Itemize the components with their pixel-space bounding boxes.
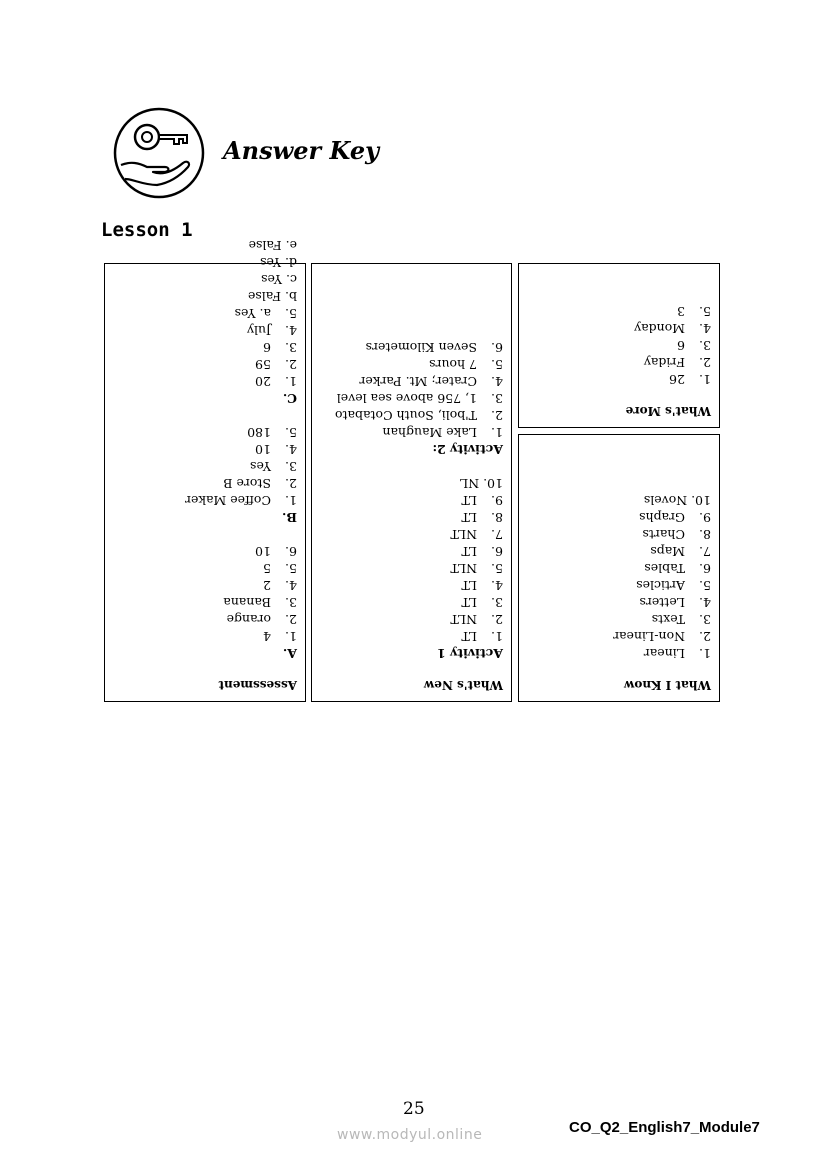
answer-list xyxy=(527,492,711,662)
answer-text: 5 xyxy=(263,561,271,576)
whats-new-box xyxy=(311,263,512,702)
answer-number: 3. xyxy=(285,595,297,610)
answer-number: 4. xyxy=(285,323,297,338)
answer-number: 6. xyxy=(491,544,503,559)
answer-item xyxy=(527,611,711,628)
answer-text: Linear xyxy=(643,646,685,661)
answer-item xyxy=(113,543,297,560)
answer-number: 3. xyxy=(491,391,503,406)
answer-item xyxy=(527,628,711,645)
answer-text: Friday xyxy=(643,355,685,370)
page-number: 25 xyxy=(403,1099,425,1119)
answer-number: 6. xyxy=(699,561,711,576)
answer-number: 5. xyxy=(285,561,297,576)
answer-item xyxy=(113,441,297,458)
answer-text: Articles xyxy=(636,578,685,593)
activity-1-label: Activity 1 xyxy=(437,646,503,661)
answer-item xyxy=(320,526,503,543)
answer-text: LT xyxy=(461,544,477,559)
key-in-hand-icon xyxy=(113,107,205,199)
answer-text: 26 xyxy=(669,372,685,387)
answer-item xyxy=(527,577,711,594)
answer-text: Yes xyxy=(250,459,271,474)
section-c-label: C. xyxy=(282,391,297,406)
section-a-label: A. xyxy=(282,646,297,661)
answer-number: 4. xyxy=(699,595,711,610)
section-header: Assessment xyxy=(218,678,297,692)
answer-number: 3. xyxy=(699,338,711,353)
answer-item xyxy=(113,288,297,305)
answer-number: 3. xyxy=(285,340,297,355)
answer-item xyxy=(527,303,711,320)
answer-number: 1. xyxy=(285,629,297,644)
answer-text: Graphs xyxy=(639,510,685,525)
answer-text: b. False xyxy=(247,289,297,304)
answer-list xyxy=(113,237,297,390)
answer-item xyxy=(320,509,503,526)
answer-number: 6. xyxy=(285,544,297,559)
answer-item xyxy=(113,339,297,356)
answer-number: 7. xyxy=(699,544,711,559)
answer-number: 7. xyxy=(491,527,503,542)
answer-item xyxy=(113,475,297,492)
answer-text: 4 xyxy=(263,629,271,644)
answer-text: 20 xyxy=(255,374,271,389)
answer-text: Seven Kilometers xyxy=(365,340,477,355)
answer-number: 5. xyxy=(491,357,503,372)
answer-text: 3 xyxy=(677,304,685,319)
answer-text: 6 xyxy=(677,338,685,353)
answer-text: LT xyxy=(461,578,477,593)
answer-number: 4. xyxy=(285,578,297,593)
answer-item xyxy=(527,354,711,371)
answer-text: 10 xyxy=(255,442,271,457)
answer-item xyxy=(113,237,297,254)
answer-item xyxy=(527,594,711,611)
answer-text: Texts xyxy=(651,612,685,627)
answer-text: Crater; Mt. Parker xyxy=(359,374,477,389)
answer-text: 2 xyxy=(263,578,271,593)
answer-item xyxy=(113,271,297,288)
answer-text: orange xyxy=(226,612,271,627)
answer-item xyxy=(113,611,297,628)
answer-number: 1. xyxy=(285,493,297,508)
answer-text: Maps xyxy=(650,544,685,559)
whats-more-box xyxy=(518,263,720,428)
answer-number: 9. xyxy=(699,510,711,525)
answer-number: 5. xyxy=(491,561,503,576)
answer-item xyxy=(320,594,503,611)
answer-text: Charts xyxy=(642,527,685,542)
answer-text: Tables xyxy=(644,561,685,576)
answer-text: LT xyxy=(461,595,477,610)
answer-item xyxy=(320,424,503,441)
watermark: www.modyul.online xyxy=(337,1127,483,1143)
answer-item xyxy=(527,320,711,337)
answer-item xyxy=(320,628,503,645)
answer-item xyxy=(527,509,711,526)
answer-number: 9. xyxy=(491,493,503,508)
answer-item xyxy=(113,628,297,645)
section-header: What I Know xyxy=(624,678,711,692)
answer-number: 8. xyxy=(491,510,503,525)
activity-2-label: Activity 2: xyxy=(432,442,503,457)
answer-text: LT xyxy=(461,510,477,525)
answer-number: 3. xyxy=(699,612,711,627)
answer-item xyxy=(113,305,297,322)
answer-item xyxy=(113,492,297,509)
answer-item xyxy=(527,645,711,662)
answer-text: Banana xyxy=(223,595,271,610)
answer-number: 2. xyxy=(285,357,297,372)
answer-list xyxy=(320,339,503,441)
answer-item xyxy=(320,390,503,407)
answer-text: LT xyxy=(461,493,477,508)
answer-item xyxy=(113,560,297,577)
answer-number: 5. xyxy=(285,425,297,440)
answer-text: c. Yes xyxy=(261,272,297,287)
answer-item xyxy=(320,407,503,424)
answer-item xyxy=(320,356,503,373)
answer-item xyxy=(320,611,503,628)
answer-number: 8. xyxy=(699,527,711,542)
answer-number: 3. xyxy=(491,595,503,610)
answer-text: Monday xyxy=(634,321,685,336)
answer-item xyxy=(320,577,503,594)
answer-number: 1. xyxy=(491,629,503,644)
answer-list xyxy=(527,303,711,388)
answer-text: July xyxy=(246,323,271,338)
answer-number: 1. xyxy=(285,374,297,389)
answer-item xyxy=(113,577,297,594)
assessment-box xyxy=(104,238,306,702)
answer-text: 10 xyxy=(255,544,271,559)
section-header: What's New xyxy=(423,678,503,692)
answer-item xyxy=(113,458,297,475)
module-code: CO_Q2_English7_Module7 xyxy=(569,1119,760,1136)
answer-item xyxy=(527,492,711,509)
answer-item xyxy=(527,337,711,354)
answer-text: Lake Maughan xyxy=(382,425,477,440)
answer-text: d. Yes xyxy=(260,255,297,270)
answer-text: Coffee Maker xyxy=(185,493,271,508)
answer-item xyxy=(113,424,297,441)
section-b-label: B. xyxy=(282,510,297,525)
answer-item xyxy=(320,475,503,492)
answer-item xyxy=(320,543,503,560)
answer-text: 10. NL xyxy=(459,476,503,491)
answer-number: 4. xyxy=(699,321,711,336)
answer-number: 2. xyxy=(285,612,297,627)
answer-item xyxy=(527,560,711,577)
answer-text: Store B xyxy=(223,476,271,491)
answer-text: NLT xyxy=(450,612,477,627)
what-i-know-box xyxy=(518,434,720,702)
answer-number: 1. xyxy=(699,646,711,661)
answer-item xyxy=(320,492,503,509)
answer-list xyxy=(113,424,297,509)
answer-item xyxy=(320,373,503,390)
answer-number: 4. xyxy=(285,442,297,457)
answer-text: 1, 756 above sea level xyxy=(336,391,477,406)
lesson-heading: Lesson 1 xyxy=(101,219,193,241)
answer-text: T'boli, South Cotabato xyxy=(335,408,477,423)
answer-number: 3. xyxy=(285,459,297,474)
answer-item xyxy=(320,560,503,577)
answer-text: NLT xyxy=(450,561,477,576)
answer-text: 59 xyxy=(255,357,271,372)
answer-item xyxy=(113,322,297,339)
answer-number: 5. xyxy=(699,578,711,593)
answer-text: Non-Linear xyxy=(613,629,685,644)
answer-item xyxy=(320,339,503,356)
answer-number: 1. xyxy=(491,425,503,440)
answer-number: 5. xyxy=(699,304,711,319)
answer-text: a. Yes xyxy=(234,306,271,321)
answer-text: 7 hours xyxy=(429,357,477,372)
answer-number: 2. xyxy=(699,355,711,370)
answer-number: 4. xyxy=(491,374,503,389)
page-title: Answer Key xyxy=(223,136,380,165)
answer-text: 180 xyxy=(247,425,271,440)
answer-item xyxy=(113,594,297,611)
answer-text: NLT xyxy=(450,527,477,542)
answer-text: 6 xyxy=(263,340,271,355)
answer-number: 5. xyxy=(285,306,297,321)
answer-number: 2. xyxy=(699,629,711,644)
section-header: What's More xyxy=(625,404,711,418)
answer-list xyxy=(320,475,503,645)
answer-number: 2. xyxy=(285,476,297,491)
answer-item xyxy=(527,543,711,560)
answer-text: e. False xyxy=(248,238,297,253)
answer-item xyxy=(113,254,297,271)
answer-number: 1. xyxy=(699,372,711,387)
answer-number: 2. xyxy=(491,612,503,627)
answer-number: 2. xyxy=(491,408,503,423)
answer-item xyxy=(113,356,297,373)
answer-list xyxy=(113,543,297,645)
answer-item xyxy=(527,526,711,543)
answer-text: LT xyxy=(461,629,477,644)
answer-number: 6. xyxy=(491,340,503,355)
answer-text: 10. Novels xyxy=(643,493,711,508)
answer-number: 4. xyxy=(491,578,503,593)
answer-text: Letters xyxy=(639,595,685,610)
answer-item xyxy=(113,373,297,390)
answer-item xyxy=(527,371,711,388)
